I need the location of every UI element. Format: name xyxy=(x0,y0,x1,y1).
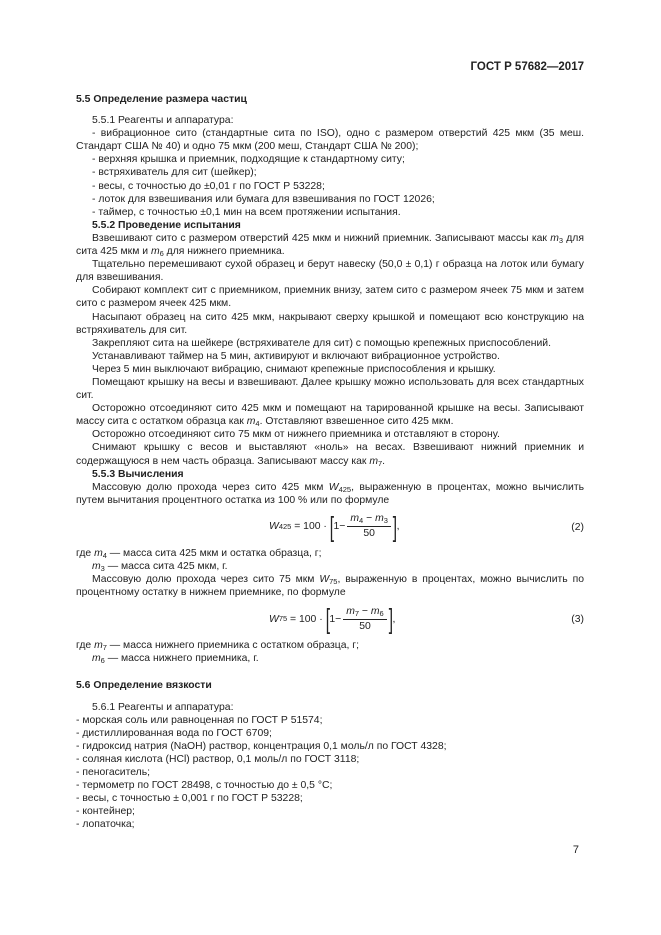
list-item: - лоток для взвешивания или бумага для взвешивания по ГОСТ 12026; xyxy=(92,193,435,205)
paragraph: Снимают крышку с весов и выставляют «ноль» на весах. Взвешивают нижний приемник и содержащуюся в нем часть образца. Записывают массу как $m_7$. xyxy=(76,442,584,468)
list-item: - контейнер; xyxy=(76,806,135,818)
paragraph: Массовую долю прохода через сито 75 мкм $W_{75}$, выраженную в процентах, можно вычислить по процентному остатку в нижнем приемнике, по формуле xyxy=(76,574,584,599)
where-definition: где $m_4$ — масса сита 425 мкм и остатка образца, г; xyxy=(76,547,322,560)
list-item: - пеногаситель; xyxy=(76,767,151,779)
section-5-5-title: 5.5 Определение размера частиц xyxy=(76,94,247,105)
list-item: - таймер, с точностью ±0,1 мин на всем протяжении испытания. xyxy=(92,206,401,218)
section-5-5-2-title: 5.5.2 Проведение испытания xyxy=(92,219,241,231)
formula-3: W 75 = 100 · [ 1− $\frac{m_7 - m_6}{50}$ ] , (3) xyxy=(269,603,584,635)
formula-2: W 425 = 100 · [ 1− $\frac{m_4 - m_3}{50}$ ] , (2) xyxy=(269,510,584,542)
standard-header: ГОСТ Р 57682—2017 xyxy=(470,61,584,73)
list-item: - верхняя крышка и приемник, подходящие к стандартному ситу; xyxy=(92,154,405,166)
list-item: - дистиллированная вода по ГОСТ 6709; xyxy=(76,727,272,739)
paragraph: Осторожно отсоединяют сито 425 мкм и помещают на тарированной крышке на весы. Записывают массу сита с остатком образца как $m_4$. Отставляют взвешенное сито 425 мкм. xyxy=(76,403,584,429)
list-item: - встряхиватель для сит (шейкер); xyxy=(92,167,257,179)
list-item: - морская соль или равноценная по ГОСТ Р 51574; xyxy=(76,714,323,726)
where-definition: где $m_7$ — масса нижнего приемника с остатком образца, г; xyxy=(76,640,359,653)
list-item: - весы, с точностью ± 0,001 г по ГОСТ Р 53228; xyxy=(76,793,303,805)
page-number: 7 xyxy=(572,844,579,856)
section-5-5-1-intro: 5.5.1 Реагенты и аппаратура: xyxy=(92,115,234,127)
section-5-6-title: 5.6 Определение вязкости xyxy=(76,680,212,692)
list-item: - соляная кислота (HCl) раствор, 0,1 моль/л по ГОСТ 3118; xyxy=(76,753,360,765)
page-body xyxy=(76,93,584,832)
paragraph: Тщательно перемешивают сухой образец и берут навеску (50,0 ± 0,1) г образца на лоток или бумагу для взвешивания. xyxy=(76,259,584,284)
section-5-5-3-title: 5.5.3 Вычисления xyxy=(92,468,184,480)
paragraph: Через 5 мин выключают вибрацию, снимают крепежные приспособления и крышку. xyxy=(92,363,496,375)
paragraph: Массовую долю прохода через сито 425 мкм $W_{425}$, выраженную в процентах, можно вычислить путем вычитания процентного остатка из 100 % или по формуле xyxy=(76,481,584,506)
paragraph: Взвешивают сито с размером отверстий 425 мкм и нижний приемник. Записывают массы как $m_3$ для сита 425 мкм и $m_6$ для нижнего приемника. xyxy=(76,232,584,259)
paragraph: Закрепляют сита на шейкере (встряхивателе для сит) с помощью крепежных приспособлений. xyxy=(92,337,551,349)
list-item: - гидроксид натрия (NaOH) раствор, концентрация 0,1 моль/л по ГОСТ 4328; xyxy=(76,740,447,752)
formula-number: (3) xyxy=(571,614,584,626)
list-item: - термометр по ГОСТ 28498, с точностью до ± 0,5 °С; xyxy=(76,780,333,792)
formula-number: (2) xyxy=(571,521,584,533)
where-definition: $m_6$ — масса нижнего приемника, г. xyxy=(92,653,259,666)
paragraph: Осторожно отсоединяют сито 75 мкм от нижнего приемника и отставляют в сторону. xyxy=(92,429,500,441)
list-item: - весы, с точностью до ±0,01 г по ГОСТ Р 53228; xyxy=(92,180,325,192)
paragraph: Помещают крышку на весы и взвешивают. Далее крышку можно использовать для всех стандартных сит. xyxy=(76,376,584,402)
paragraph: Насыпают образец на сито 425 мкм, накрывают сверху крышкой и помещают всю конструкцию на встряхиватель для сит. xyxy=(76,311,584,336)
paragraph: Собирают комплект сит с приемником, приемник внизу, затем сито с размером ячеек 75 мкм и затем сито с размером ячеек 425 мкм. xyxy=(76,285,584,310)
section-5-6-1-intro: 5.6.1 Реагенты и аппаратура: xyxy=(92,701,234,713)
paragraph: Устанавливают таймер на 5 мин, активируют и включают вибрационное устройство. xyxy=(92,350,500,362)
list-item: - лопаточка; xyxy=(76,819,135,831)
list-item: - вибрационное сито (стандартные сита по ISO), одно с размером отверстий 425 мкм (35 меш. Стандарт США № 40) и одно 75 мкм (200 меш, Стандарт США № 200); xyxy=(76,128,584,153)
where-definition: $m_3$ — масса сита 425 мкм, г. xyxy=(92,561,228,573)
